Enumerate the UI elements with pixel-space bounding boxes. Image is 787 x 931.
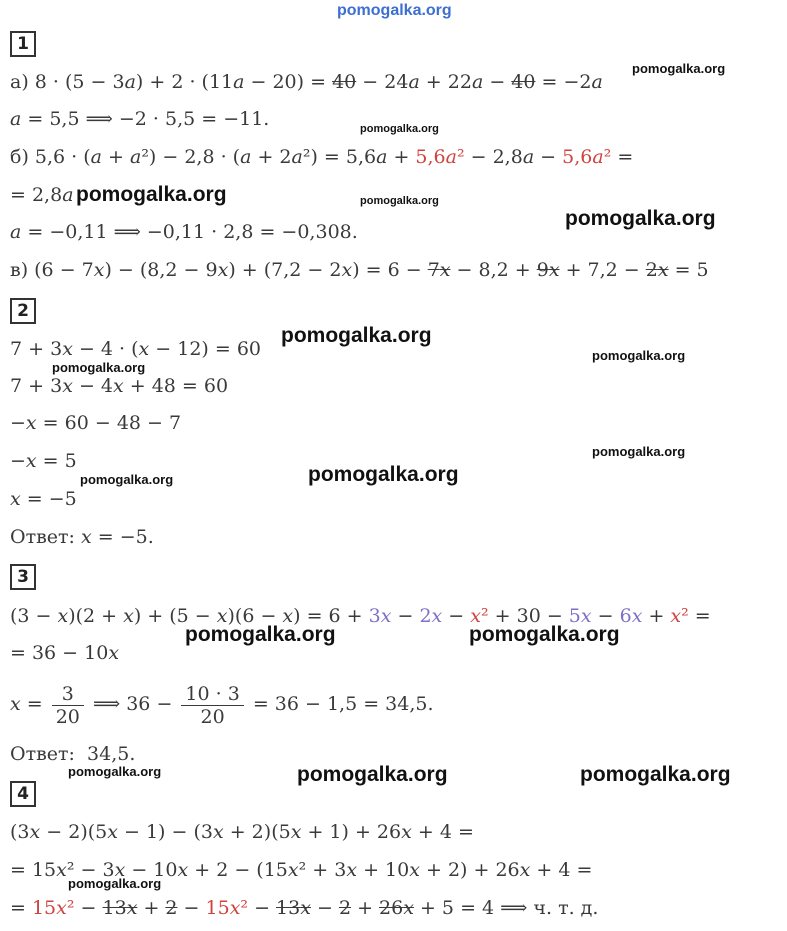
- task2-line3: −x = 60 − 48 − 7: [10, 412, 182, 434]
- watermark: pomogalka.org: [308, 463, 459, 486]
- watermark: pomogalka.org: [592, 444, 686, 459]
- task2-line2: 7 + 3x − 4x + 48 = 60: [10, 375, 229, 397]
- task-number-3: 3: [10, 564, 36, 590]
- task-number-1: 1: [10, 31, 36, 57]
- watermark: pomogalka.org: [76, 183, 227, 206]
- watermark: pomogalka.org: [80, 472, 174, 487]
- task3-answer: Ответ: 34,5.: [10, 743, 136, 765]
- task4-line2: = 15x² − 3x − 10x + 2 − (15x² + 3x + 10x + 2) + 26x + 4 =: [10, 859, 593, 881]
- watermark: pomogalka.org: [469, 623, 620, 646]
- task1-b-line2: = 2,8a: [10, 184, 74, 206]
- task1-c-label: в): [10, 259, 29, 281]
- watermark-top: pomogalka.org: [337, 2, 452, 19]
- task4-line1: (3x − 2)(5x − 1) − (3x + 2)(5x + 1) + 26x + 4 =: [10, 821, 474, 843]
- task-number-4: 4: [10, 781, 36, 807]
- watermark: pomogalka.org: [68, 876, 162, 891]
- task1-b-line1: б) 5,6 · (a + a²) − 2,8 · (a + 2a²) = 5,6a + 5,6a² − 2,8a − 5,6a² =: [10, 146, 634, 168]
- watermark: pomogalka.org: [360, 195, 439, 207]
- watermark: pomogalka.org: [565, 207, 716, 230]
- task1-a-line1: а) 8 · (5 − 3a) + 2 · (11a − 20) = 40 − 24a + 22a − 40 = −2a: [10, 71, 603, 93]
- task3-line3: x = $\frac{3}{20}$ ⟹ 36 − $\frac{10 \cdot 3}{20}$ = 36 − 1,5 = 34,5.: [10, 682, 434, 728]
- watermark: pomogalka.org: [580, 763, 731, 786]
- task3-line2: = 36 − 10x: [10, 642, 120, 664]
- watermark: pomogalka.org: [360, 123, 439, 135]
- task1-c-line1: в) (6 − 7x) − (8,2 − 9x) + (7,2 − 2x) = 6 − 7x − 8,2 + 9x + 7,2 − 2x = 5: [10, 259, 709, 281]
- task1-b-label: б): [10, 146, 29, 168]
- fraction-3-20: $\frac{3}{20}$: [52, 683, 84, 728]
- watermark: pomogalka.org: [592, 348, 686, 363]
- watermark: pomogalka.org: [281, 324, 432, 347]
- task1-a-line2: a = 5,5 ⟹ −2 · 5,5 = −11.: [10, 108, 270, 130]
- task2-answer: Ответ: x = −5.: [10, 526, 154, 548]
- watermark: pomogalka.org: [297, 763, 448, 786]
- watermark: pomogalka.org: [68, 764, 162, 779]
- task1-b-line3: a = −0,11 ⟹ −0,11 · 2,8 = −0,308.: [10, 221, 358, 243]
- watermark: pomogalka.org: [52, 360, 146, 375]
- fraction-10x3-20: $\frac{10 \cdot 3}{20}$: [181, 683, 243, 728]
- task2-line5: x = −5: [10, 488, 77, 510]
- watermark: pomogalka.org: [632, 61, 726, 76]
- watermark: pomogalka.org: [185, 623, 336, 646]
- task4-line3: = 15x² − 13x + 2 − 15x² − 13x − 2 + 26x + 5 = 4 ⟹ ч. т. д.: [10, 897, 599, 919]
- task-number-2: 2: [10, 298, 36, 324]
- task2-line4: −x = 5: [10, 450, 77, 472]
- task1-a-label: а): [10, 71, 29, 93]
- task2-line1: 7 + 3x − 4 · (x − 12) = 60: [10, 338, 262, 360]
- task3-line1: (3 − x)(2 + x) + (5 − x)(6 − x) = 6 + 3x − 2x − x² + 30 − 5x − 6x + x² =: [10, 605, 711, 627]
